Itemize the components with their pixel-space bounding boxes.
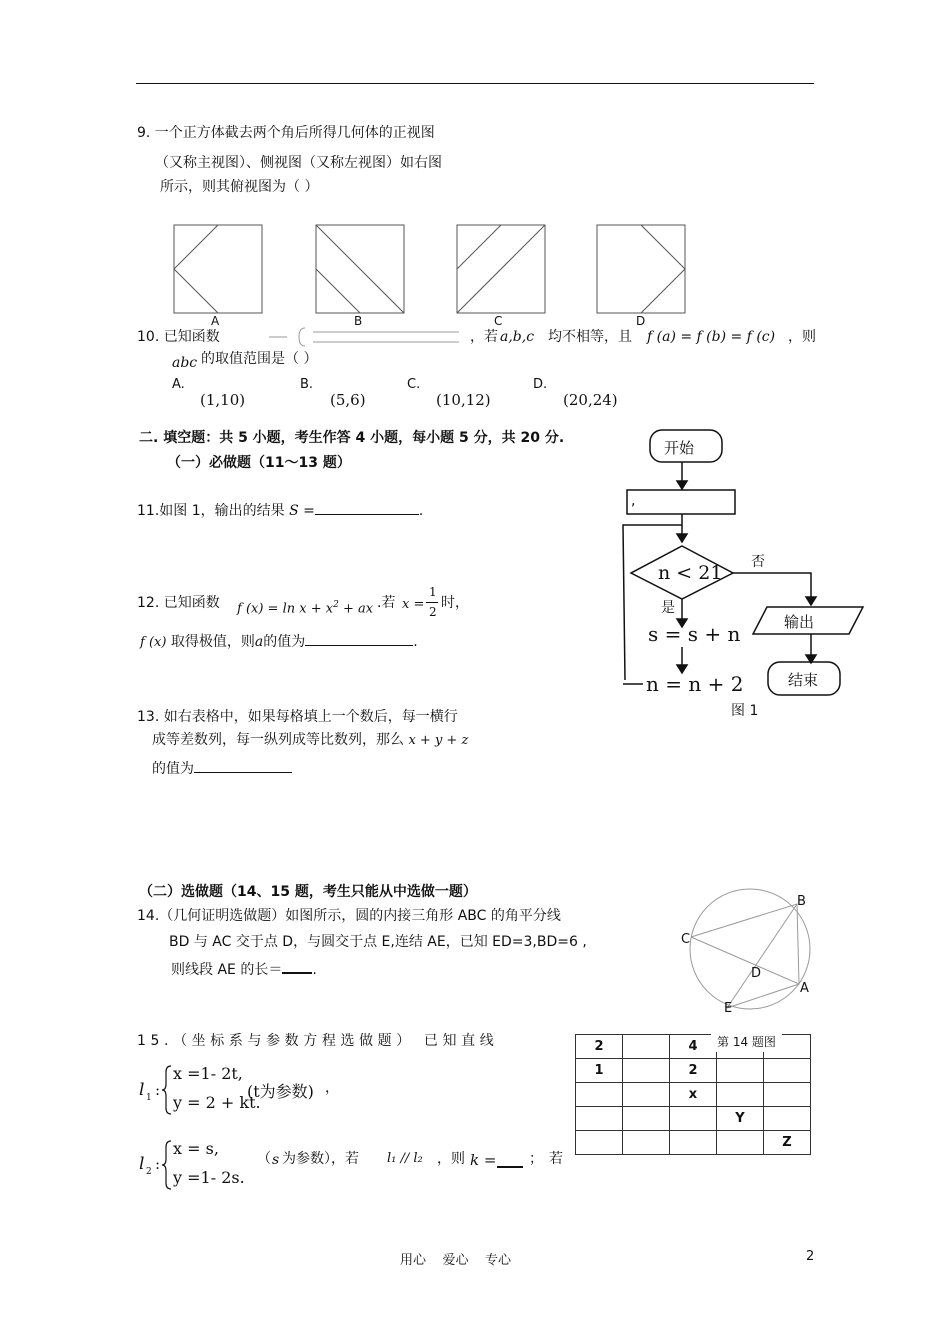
top-rule [136,83,814,84]
grid-cell: 2 [670,1059,717,1083]
q15-end: ；若 [529,1151,569,1167]
grid-cell [717,1083,764,1107]
q15-l1-brace [161,1064,173,1116]
flow-condition-label: n < 21 [658,562,723,584]
q12-fx: f (x) [140,635,167,650]
flow-end-label: 结束 [788,671,819,689]
grid-row [576,1083,811,1107]
q15-l2-brace [161,1139,173,1191]
circle-label-d: D [751,966,762,981]
q10-vars: a,b,c [500,329,535,345]
grid-cell [717,1059,764,1083]
q15-l2-sub: 2 [146,1167,152,1177]
flow-init-label: , [631,493,636,509]
q15-l2: l [139,1154,145,1174]
circle-label-a: A [800,981,809,996]
q9-line3: 所示，则其俯视图为（ ） [160,179,319,195]
circle-label-b: B [797,894,806,909]
q12-func-tail: + ax [342,601,374,617]
q10-piecewise-function [229,326,467,348]
q15-l2-param-s: s [272,1152,280,1168]
q13-line2 [152,731,468,750]
q15-line1: 15.（坐标系与参数方程选做题） 已知直线 [137,1033,499,1049]
q10-equation: f (a) = f (b) = f (c) [647,329,776,345]
grid-row [576,1059,811,1083]
grid-row [576,1131,811,1155]
q10-prefix: 10. 已知函数 [137,329,220,345]
circle-caption: 第 14 题图 [711,1031,782,1052]
q15-l2-param: 为参数），若 [282,1151,359,1167]
q12-func-main: f (x) = ln x + x [237,601,334,617]
q11-answer-blank[interactable] [315,500,419,515]
q15-l1-system [137,1062,357,1118]
grid-cell [764,1107,811,1131]
q12-line2 [140,631,418,652]
q15-l2-colon: : [155,1155,161,1173]
q15-l1-eq1: x =1- 2t, [173,1064,243,1083]
q12-fraction-den: 2 [429,605,437,619]
grid-cell: 2 [576,1035,623,1059]
q10-line2: 的取值范围是（ ） [201,351,318,367]
flow-step2-label: n = n + 2 [646,672,744,696]
q15-l1-end: ， [325,1080,339,1096]
q13-answer-blank[interactable] [194,758,292,773]
q15-l2-eq1: x = s, [173,1139,219,1158]
q15-k: k = [470,1151,497,1169]
q10-option-a-label: A. [172,377,185,392]
q13-line1: 13. 如右表格中，如果每格填上一个数后，每一横行 [137,709,458,725]
flow-yes-label: 是 [661,600,675,616]
q15-then: ，则 [437,1151,465,1167]
q12-exp: 2 [333,600,339,610]
grid-row [576,1107,811,1131]
q11-text [137,500,423,520]
q15-l1-param: (t为参数) [247,1082,314,1101]
grid-cell [670,1131,717,1155]
q15-l1: l [139,1080,145,1100]
q15-l2-system [137,1137,567,1193]
q15-l1-eq2: y = 2 + kt. [173,1093,261,1112]
grid-cell [576,1083,623,1107]
q13-line3-text: 的值为 [152,761,194,777]
q10-option-d-value: (20,24) [563,391,618,409]
option-c-label: C [494,314,503,328]
q12-line2c: 的值为 [263,634,306,650]
flow-step1-label: s = s + n [648,622,741,646]
q10-abc: abc [172,355,198,371]
circle-label-c: C [681,932,691,947]
flow-start-label: 开始 [664,439,695,457]
grid-cell [717,1131,764,1155]
grid-table [575,1034,811,1155]
q12-fraction-num: 1 [429,585,437,599]
flow-output-label: 输出 [784,613,815,631]
q9-option-figures [170,220,700,320]
q10-option-c-label: C. [407,377,421,392]
q15-l1-colon: : [155,1081,161,1099]
q14-line3-text: 则线段 AE 的长＝ [171,962,283,978]
q14-answer-blank[interactable] [282,958,312,974]
grid-cell [764,1083,811,1107]
q15-l2-paren: （ [257,1151,271,1167]
q11-end: . [418,503,424,519]
flow-caption: 图 1 [731,703,759,719]
grid-cell [623,1035,670,1059]
grid-cell [623,1059,670,1083]
section2-required: （一）必做题（11～13 题） [167,455,351,471]
grid-cell: x [670,1083,717,1107]
q12-a: a [254,634,264,650]
q12-xeq: x = [402,597,425,612]
q13-line2-text: 成等差数列，每一纵列成等比数列，那么 [152,732,404,748]
q10-option-c-value: (10,12) [436,391,491,409]
q14-line1: 14.（几何证明选做题）如图所示，圆的内接三角形 ABC 的角平分线 [137,908,561,924]
grid-cell: Y [717,1107,764,1131]
q10-mid: 均不相等，且 [548,329,632,345]
q10-option-b-label: B. [300,377,314,392]
section2-title: 二. 填空题：共 5 小题，考生作答 4 小题，每小题 5 分，共 20 分. [139,430,565,446]
option-b-label: B [354,314,363,328]
q12-prefix: 12. 已知函数 [137,595,220,611]
q15-l1-sub: 1 [146,1093,152,1103]
q11-label: 11.如图 1，输出的结果 [137,503,285,519]
q11-var: S = [289,503,315,519]
grid-cell [764,1059,811,1083]
q12-when: 时， [441,595,469,611]
q14-line2: BD 与 AC 交于点 D，与圆交于点 E,连结 AE，已知 ED=3,BD=6 , [169,934,587,950]
section2-optional: （二）选做题（14、15 题，考生只能从中选做一题） [139,884,477,900]
q12-func [237,596,373,618]
q10-option-b-value: (5,6) [330,391,366,409]
q12-fraction-bar [426,602,438,603]
q12-answer-blank[interactable] [305,631,413,646]
grid-cell [576,1131,623,1155]
footer-center: 用心 爱心 专心 [400,1253,512,1268]
q9-line1: 9. 一个正方体截去两个角后所得几何体的正视图 [137,125,435,141]
grid-cell: 1 [576,1059,623,1083]
page-number: 2 [806,1249,815,1264]
q12-line2b: 取得极值，则 [170,634,255,650]
q13-xyz: x + y + z [408,733,469,748]
figure-d [597,225,685,313]
q12-end: . [413,634,418,650]
q10-option-d-label: D. [533,377,548,392]
grid-cell [576,1107,623,1131]
grid-cell [670,1107,717,1131]
figure-a [174,225,262,313]
circle-label-e: E [724,1001,733,1016]
q12-if: .若 [377,595,396,611]
q14-end: . [312,962,317,978]
grid-cell [623,1083,670,1107]
q10-option-a-value: (1,10) [200,391,246,409]
option-d-label: D [636,314,646,328]
grid-cell: Z [764,1131,811,1155]
q14-line3 [171,958,317,979]
flow-no-label: 否 [751,554,765,570]
q15-parallel: l₁ // l₂ [387,1151,423,1166]
q10-end: ，则 [788,329,816,345]
grid-cell [623,1107,670,1131]
q10-suffix: ，若 [470,329,498,345]
q15-answer-blank[interactable] [497,1152,523,1168]
q13-line3 [152,758,292,778]
q15-l2-eq2: y =1- 2s. [173,1168,245,1187]
q9-line2: （又称主视图）、侧视图（又称左视图）如右图 [155,155,442,171]
grid-cell [623,1131,670,1155]
grid-cell: 4 [670,1035,717,1059]
option-a-label: A [211,314,220,328]
init-box [627,490,735,514]
